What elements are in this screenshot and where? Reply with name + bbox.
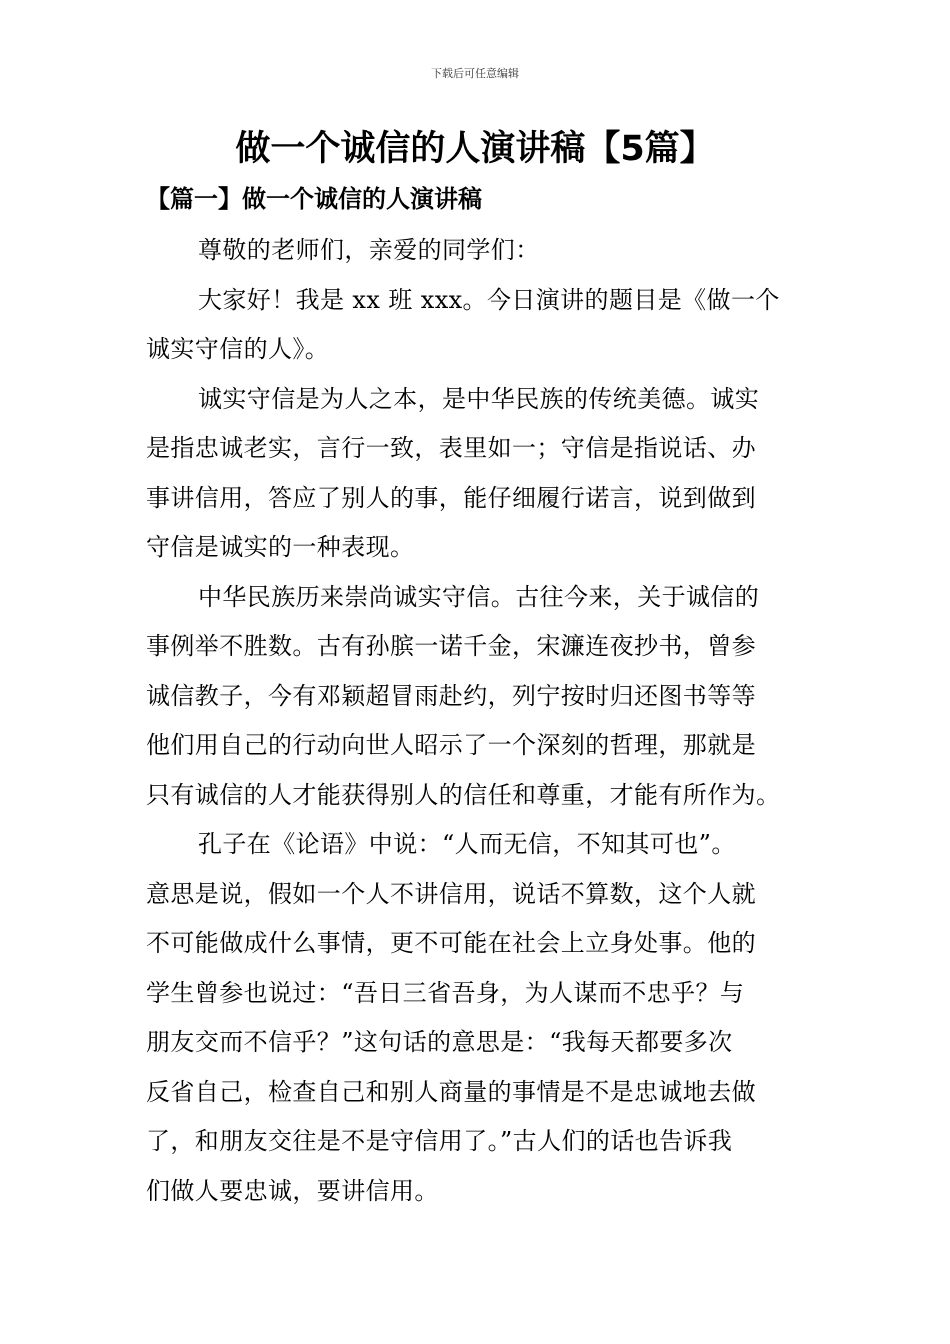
text-line: 朋友交而不信乎？”这句话的意思是：“我每天都要多次 bbox=[146, 1028, 733, 1056]
text-line: 诚信教子，今有邓颖超冒雨赴约，列宁按时归还图书等等 bbox=[146, 681, 756, 710]
text-line: 孔子在《论语》中说：“人而无信，不知其可也”。 bbox=[198, 830, 736, 858]
paragraph-examples bbox=[146, 573, 806, 821]
paragraph-introduction bbox=[146, 276, 806, 375]
text-line: 守信是诚实的一种表现。 bbox=[146, 533, 415, 561]
page-header-note: 下载后可任意编辑 bbox=[431, 67, 519, 80]
text-line: 中华民族历来崇尚诚实守信。古往今来，关于诚信的 bbox=[198, 582, 760, 611]
text-line: 是指忠诚老实，言行一致，表里如一；守信是指说话、办 bbox=[146, 434, 756, 462]
section-heading: 【篇一】做一个诚信的人演讲稿 bbox=[146, 184, 482, 213]
text-line: 尊敬的老师们，亲爱的同学们： bbox=[198, 236, 540, 264]
text-line: 学生曾参也说过：“吾日三省吾身，为人谋而不忠乎？与 bbox=[146, 978, 745, 1007]
document-body bbox=[146, 226, 806, 1216]
text-line: 只有诚信的人才能获得别人的信任和尊重，才能有所作为。 bbox=[146, 780, 781, 809]
text-line: 不可能做成什么事情，更不可能在社会上立身处事。他的 bbox=[146, 929, 756, 957]
text-line: 大家好！我是 xx 班 xxx。今日演讲的题目是《做一个 bbox=[198, 285, 780, 314]
paragraph-greeting bbox=[146, 226, 806, 276]
text-line: 们做人要忠诚，要讲信用。 bbox=[146, 1176, 439, 1205]
text-line: 事讲信用，答应了别人的事，能仔细履行诺言，说到做到 bbox=[146, 483, 756, 512]
text-line: 诚实守信是为人之本，是中华民族的传统美德。诚实 bbox=[198, 384, 760, 413]
paragraph-confucius bbox=[146, 820, 806, 1216]
text-line: 了，和朋友交往是不是守信用了。”古人们的话也告诉我 bbox=[146, 1127, 733, 1155]
text-line: 事例举不胜数。古有孙膑一诺千金，宋濂连夜抄书，曾参 bbox=[146, 632, 756, 660]
paragraph-definition bbox=[146, 375, 806, 573]
text-line: 意思是说，假如一个人不讲信用，说话不算数，这个人就 bbox=[146, 879, 756, 908]
document-title: 做一个诚信的人演讲稿【5篇】 bbox=[235, 129, 715, 169]
text-line: 他们用自己的行动向世人昭示了一个深刻的哲理，那就是 bbox=[146, 731, 756, 759]
text-line: 诚实守信的人》。 bbox=[146, 335, 330, 363]
text-line: 反省自己，检查自己和别人商量的事情是不是忠诚地去做 bbox=[146, 1077, 756, 1106]
